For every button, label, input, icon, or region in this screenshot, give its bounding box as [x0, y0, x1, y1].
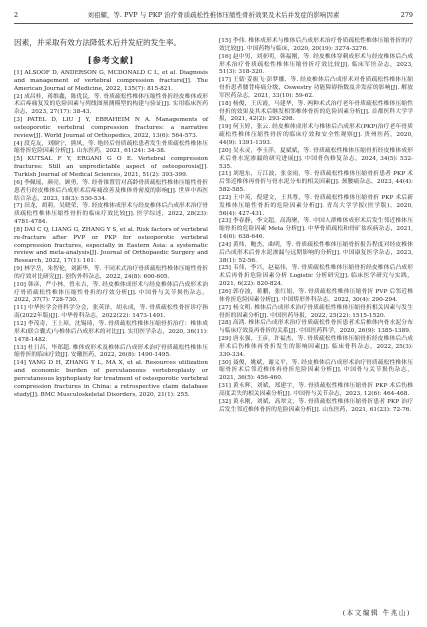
reference-item: [29] 唐永强，王彦，许福杰，等. 骨质疏松性椎体压缩骨折经皮椎体后凸成形术后伤椎体再骨折发生的影响因素[J]. 临床骨科杂志，2022, 25(3): 330-334. [219, 336, 413, 358]
reference-item: [22] 王中英，倪建文，王其尊，等. 骨质疏松性椎体压缩骨折 PKP 术后新发椎体压缩性骨折的危险因素分析[J]. 青岛大学学报(医学版)，2020, 56(4): 427-431. [219, 194, 413, 217]
reference-item: [14] YANG D H, ZHANG Y L, MA X, et al. Resources utilization and economic burden of percutaneous vertebroplasty or percutaneous kyphoplasty for treatment of osteoporotic vertebral compression fractures in China: a retrospective claim database study[J]. BMC Musculoskeletal Disorders, 2020, 21(1): 255. [14, 360, 208, 398]
reference-item: [13] 杜日昌，毕郑超. 椎体成形术及椎体后凸成形术治疗骨质疏松性椎体压缩骨折的临床疗效[J]. 安徽医药，2022, 26(8): 1490-1495. [14, 344, 208, 359]
reference-item: [23] 李春静，李文超，高海聚，等. 中国人群椎体成形术后发生邻近椎体压缩骨折的危险因素 Meta 分析[J]. 中华骨质疏松和骨矿盐疾病杂志，2021, 14(6): 638-646. [219, 218, 413, 241]
references-list-right [219, 38, 413, 415]
editor-credit: (本文编辑 牛兆山) [342, 609, 411, 617]
reference-item: [28] 高鸿. 椎体后凸成形术治疗骨质疏松性骨折患者术后椎体内骨水泥分布与临床疗效及再骨折的关系[J]. 中国医药科学，2020, 26(9): 1385-1389. [219, 320, 413, 335]
left-column [14, 38, 208, 399]
reference-item: [11] 中华医学会骨科学分会，张英泽，胡永成，等. 骨质疏松性骨折诊疗指南(2022年版)[J]. 中华骨科杂志，2022(22): 1473-1491. [14, 305, 208, 320]
running-title: 刘祖耀，等. PVP 与 PKP 治疗骨质疏松性椎体压缩性骨折效果及术后并发症的影响因素 [87, 11, 340, 19]
reference-item: [8] DAI C Q, LIANG G, ZHANG Y S, et al. Risk factors of vertebral re-fracture after PVP or PKP for osteoporotic vertebral compression fractures, especially in Eastern Asia: a systematic review and meta-analysis[J]. Journal of Orthopaedic Surgery and Research, 2022, 17(1): 161. [14, 226, 208, 265]
references-heading: [参考文献] [87, 55, 135, 65]
intro-paragraph: 因素，并采取有效方法降低术后并发症的发生率。 [14, 38, 182, 47]
reference-item: [12] 李茂奇，王上璋，沈锡琦，等. 骨质疏松性椎体压缩骨折治疗：椎体成形术(联合囊式)与椎体后凸成形术的对比[J]. 实用医学杂志，2020, 36(11): 1478-1482. [14, 321, 208, 343]
reference-item: [10] 韩彦，严小林，曾永吉，等. 经皮椎体成形术与经皮椎体后凸成形术治疗骨质疏松性椎体压缩性骨折的疗效分析[J]. 中国骨与关节损伤杂志，2022, 37(7): 728-730. [14, 281, 208, 304]
reference-item: [32] 黄永刚，刘斌，高翠文，等. 骨质疏松性椎体压缩骨折患者 PKP 治疗后发生邻近椎体骨折的危险因素分析[J]. 山东医药，2021, 61(23): 72-76. [219, 398, 413, 413]
reference-item: [19] 何玉婷，张云. 经皮椎体成形术与椎体后凸成形术(PKP)治疗老年骨质疏松性椎体压缩性骨折的临床疗效和安全性观察[J]. 贵州医药，2020, 44(9): 1391-1393. [219, 124, 413, 146]
page-number: 279 [400, 11, 413, 19]
reference-item: [17] 王婧·妥振飞·彭梦娜，等. 经皮椎体后凸成形术对骨质疏松性椎体压缩骨折患者腰背疼痛分级、Oswestry 功能障碍指数及并发症的影响[J]. 解放军医药杂志，2021, 33(10): 59-62. [219, 77, 413, 99]
reference-item: [30] 聂俊，姚斌，谢义平，等. 经皮椎体后凸成形术治疗骨质疏松性椎体压缩骨折术后邻近椎体再骨折危险因素分析[J]. 中国骨与关节损伤杂志，2021, 36(5): 456-460. [219, 359, 413, 382]
reference-item: [1] ALSOOF D, ANDERSON G, MCDONALD C L, et al. Diagnosis and management of vertebral compression fracture[J]. The American Journal of Medicine, 2022, 135(7): 815-821. [14, 70, 208, 92]
reference-item: [26] 郭存波，蒋鹏，张红娟，等. 骨质疏松性椎体压缩骨折 PVP 后邻近椎体骨折危险因素分析[J]. 中国矫形外科杂志，2022, 30(4): 290-294. [219, 289, 413, 303]
header-rule [14, 23, 413, 24]
references-list-left [14, 70, 208, 399]
reference-item: [3] PATEL D, LIU J Y, EBRAHEIM N A. Managements of osteoporotic vertebral compression fractures: a narrative review[J]. World Journal of Orthopedics, 2022, 13(6): 564-573. [14, 117, 208, 139]
reference-item: [27] 杨文明. 椎体后凸成形术治疗骨质疏松性椎体压缩骨折相关因素与发生骨折的因素分析[J]. 中国医药导报，2022, 25(22): 1515-1520. [219, 304, 413, 319]
reference-item: [20] 吴永灵，李玉萍，夏斌斌，等. 骨质疏松性椎体压缩骨折经皮椎体成形术后骨水泥渗漏的研究进展[J]. 中国骨伤修复杂志，2024, 34(5): 532-535. [219, 147, 413, 170]
reference-item: [7] 田龙，胡莉，吴晓荣，等. 经皮椎体成形术与经皮椎体后凸成形术治疗骨质疏松性椎体压缩性骨折的临床疗效比较[J]. 医学综述，2022, 28(23): 4781-4784. [14, 203, 208, 226]
reference-item: [2] 成昌桂，蒋维鑫，陈优民，等. 骨质疏松性椎体压缩性骨折经皮椎体成形术后疼痛复发的危险因素与列线图预测模型的构建与验证[J]. 实用临床医药杂志，2023, 27(17): 38-43. [14, 93, 208, 116]
reference-item: [31] 黄永辉，刘斌，郑建宇，等. 骨质疏松性椎体压缩骨折 PKP 术后伤椎高度丢失的相关因素分析[J]. 中国骨与关节杂志，2023, 12(6): 464-468. [219, 383, 413, 397]
reference-item: [4] 段克友，刘顺宁，熊风，等. 绝经后骨质疏松患者发生骨质疏松性椎体压缩骨折危险因素分析[J]. 山东医药，2021, 61(24): 34-38. [14, 140, 208, 155]
reference-item: [5] KUTSAL F Y, ERGANI G O E. Vertebral compression fractures: Still an unpredictable aspect of osteoporosis[J]. Turkish Journal of Medical Sciences, 2021, 51(2): 393-399. [14, 156, 208, 178]
reference-item: [21] 刘旭东，万江波，张金雨，等. 骨质疏松性椎体压缩骨折患者 PKP 术后邻近椎体再骨折与骨水泥分布的相关因素[J]. 颈腰痛杂志，2023, 44(4): 582-585. [219, 171, 413, 194]
reference-item: [25] 韦伟，李兴，赵福伟，等. 骨质疏松性椎体压缩骨折经皮椎体后凸成形术后再骨折危险因素分析 Logistic 分析研究[J]. 临床医学研究与实践，2021, 6(22): 820-824. [219, 265, 413, 288]
reference-item: [24] 黄炜，鲍杰，曲明，等. 骨质疏松性椎体压缩骨折报告程度对经皮椎体后凸成形术后骨水泥渗漏与远期影响的分析[J]. 中国康复医学杂志，2023, 38(1): 52-56. [219, 241, 413, 264]
page-number-left: 2 [14, 11, 19, 19]
reference-item: [18] 杨俊，王庆霞，马建华，等. 两种术式治疗老年骨质疏松性椎体压缩性骨折的效果及其术后继发相邻椎体骨折的危险因素分析[J]. 首都医科大学学报，2021, 42(2): 293-298. [219, 100, 413, 123]
reference-item: [9] 林学岳，朱智伦，刘新华，等. 不同术式治疗骨质疏松性椎体压缩性骨折的疗效对比研究[J]. 创伤外科杂志，2022, 24(8): 600-605. [14, 266, 208, 280]
reference-item: [15] 李伟. 椎体成形术与椎体后凸成形术治疗骨质疏松性椎体压缩骨折的疗效比较[J]. 中国药物与临床，2020, 20(19): 3274-3276. [219, 38, 413, 52]
running-header [14, 8, 413, 22]
reference-item: [16] 赵中男，刘亚明，韩福刚，等. 经皮椎体穿刺成形术与经皮椎体后凸成形术治疗骨质疏松性椎体压缩骨折疗效比较[J]. 临床军医杂志，2023, 51(3): 318-320. [219, 53, 413, 76]
reference-item: [6] 李佩瑶，颜亮，顾勇，等. 经骨锥置管对高龄骨质疏松性椎体压缩性骨折患者行经皮椎体后凸成形术后疼痛改善及椎体骨密度的影响[J]. 世界中西医结合杂志，2023, 18(3): 530-534. [14, 179, 208, 202]
right-column [219, 38, 413, 415]
